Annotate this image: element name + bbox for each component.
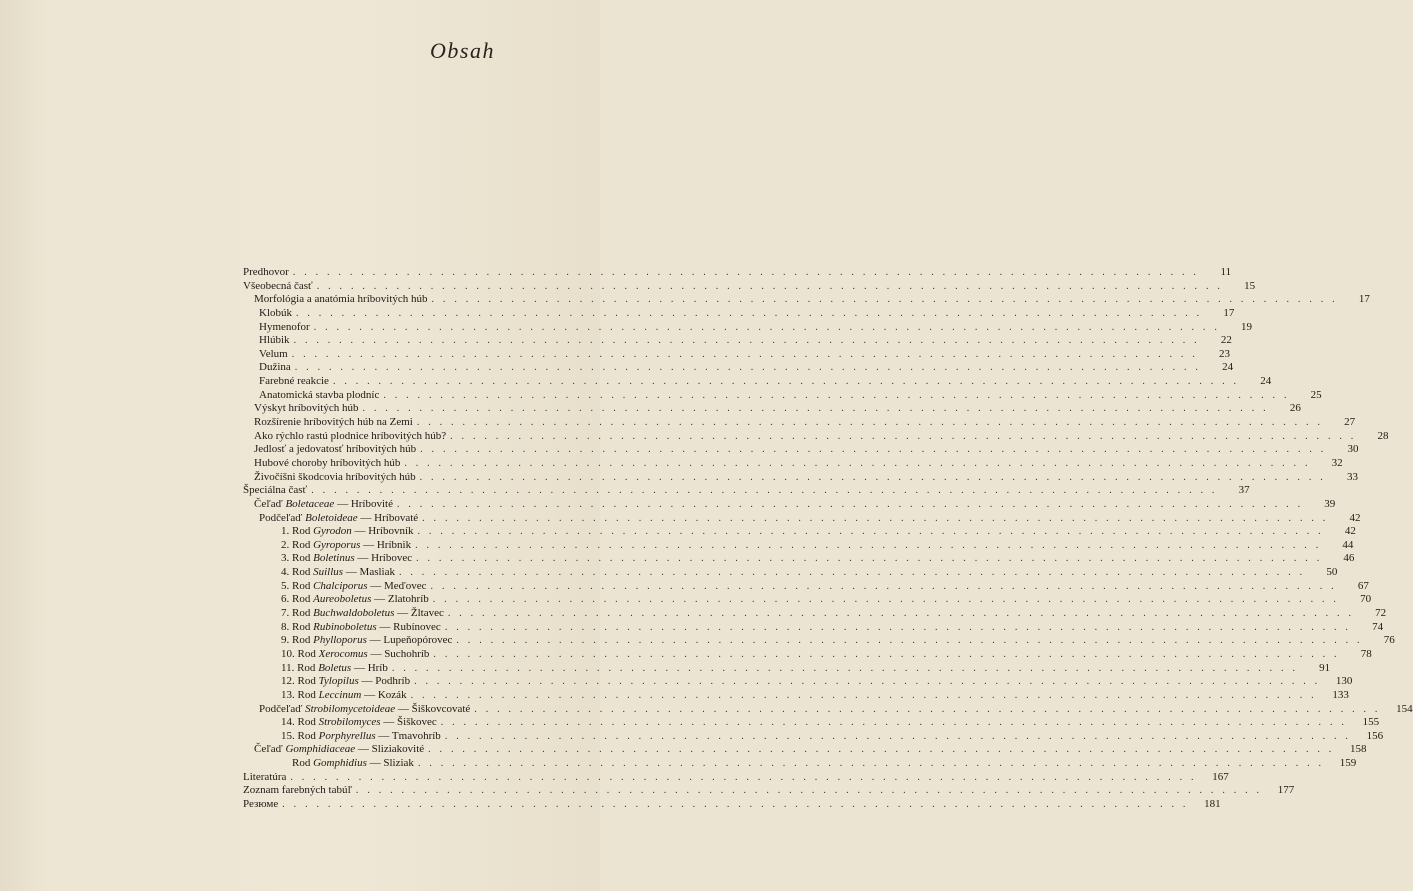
- title-part: 11. Rod: [281, 661, 319, 674]
- dot-leader: . . . . . . . . . . . . . . . . . . . . . . . . . . . . . . . . . . . . . . . . . . . . . . . . . . . . . . . . . . . . . . . . . . . . . . . . . . . . . . . .: [456, 635, 1363, 647]
- toc-entry-title: [281, 662, 388, 676]
- dot-leader: . . . . . . . . . . . . . . . . . . . . . . . . . . . . . . . . . . . . . . . . . . . . . . . . . . . . . . . . . . . . . . . . . . . . . . . . . . . . . . . .: [474, 703, 1381, 715]
- dot-leader: . . . . . . . . . . . . . . . . . . . . . . . . . . . . . . . . . . . . . . . . . . . . . . . . . . . . . . . . . . . . . . . . . . . . . . . . . . . . . . . .: [432, 594, 1340, 606]
- dot-leader: . . . . . . . . . . . . . . . . . . . . . . . . . . . . . . . . . . . . . . . . . . . . . . . . . . . . . . . . . . . . . . . . . . . . . . . . . . . . . . . .: [294, 362, 1202, 374]
- dot-leader: . . . . . . . . . . . . . . . . . . . . . . . . . . . . . . . . . . . . . . . . . . . . . . . . . . . . . . . . . . . . . . . . . . . . . . . . . . . . . . . .: [383, 389, 1290, 401]
- toc-entry-title: [254, 443, 416, 457]
- title-part: — Lupeňopórovec: [366, 634, 453, 647]
- title-part: 6. Rod: [281, 593, 314, 606]
- dot-leader: . . . . . . . . . . . . . . . . . . . . . . . . . . . . . . . . . . . . . . . . . . . . . . . . . . . . . . . . . . . . . . . . . . . . . . . . . . . . . . . .: [311, 485, 1218, 497]
- toc-entry-title: [259, 334, 290, 348]
- toc-page-number: 177: [1277, 784, 1295, 797]
- title-part: — Meďovec: [367, 579, 427, 592]
- dot-leader: . . . . . . . . . . . . . . . . . . . . . . . . . . . . . . . . . . . . . . . . . . . . . . . . . . . . . . . . . . . . . . . . . . . . . . . . . . . . . . . .: [396, 498, 1304, 510]
- title-part: Špeciálna časť: [243, 484, 308, 497]
- dot-leader: . . . . . . . . . . . . . . . . . . . . . . . . . . . . . . . . . . . . . . . . . . . . . . . . . . . . . . . . . . . . . . . . . . . . . . . . . . . . . . . .: [416, 553, 1323, 565]
- title-part: 3. Rod: [281, 552, 314, 565]
- dot-leader: . . . . . . . . . . . . . . . . . . . . . . . . . . . . . . . . . . . . . . . . . . . . . . . . . . . . . . . . . . . . . . . . . . . . . . . . . . . . . . . .: [444, 621, 1352, 633]
- title-part: Podčeľaď: [259, 511, 306, 524]
- toc-page-number: 167: [1212, 770, 1229, 783]
- dot-leader: . . . . . . . . . . . . . . . . . . . . . . . . . . . . . . . . . . . . . . . . . . . . . . . . . . . . . . . . . . . . . . . . . . . . . . . . . . . . . . . .: [292, 267, 1200, 278]
- toc-entry: [243, 538, 1354, 553]
- latin-name: Boletinus: [313, 552, 355, 565]
- toc-entry-title: [281, 621, 441, 635]
- title-part: Hlúbik: [259, 334, 290, 347]
- toc-entry: [243, 675, 1353, 689]
- toc-entry: [243, 784, 1295, 798]
- toc-entry: [243, 416, 1356, 430]
- toc-page-number: 50: [1326, 566, 1338, 579]
- title-part: 4. Rod: [281, 566, 314, 579]
- toc-entry: [243, 388, 1322, 403]
- toc-entry: [243, 620, 1384, 635]
- title-part: 8. Rod: [281, 620, 314, 633]
- toc-page-number: 33: [1346, 470, 1358, 483]
- toc-entry: [243, 279, 1256, 294]
- title-part: — Šiškovec: [380, 716, 437, 729]
- title-part: Jedlosť a jedovatosť hríbovitých húb: [254, 443, 417, 456]
- dot-leader: . . . . . . . . . . . . . . . . . . . . . . . . . . . . . . . . . . . . . . . . . . . . . . . . . . . . . . . . . . . . . . . . . . . . . . . . . . . . . . . .: [447, 608, 1355, 620]
- title-part: — Hríbovník: [351, 525, 414, 538]
- toc-entry: [243, 443, 1359, 457]
- dot-leader: . . . . . . . . . . . . . . . . . . . . . . . . . . . . . . . . . . . . . . . . . . . . . . . . . . . . . . . . . . . . . . . . . . . . . . . . . . . . . . . .: [450, 430, 1357, 442]
- title-part: — Suchohríb: [367, 647, 430, 660]
- toc-entry: [243, 375, 1272, 389]
- title-part: — Hríb: [351, 661, 388, 674]
- title-part: 7. Rod: [281, 607, 314, 620]
- title-part: Predhovor: [243, 266, 289, 278]
- title-part: — Hríbnik: [360, 538, 412, 551]
- toc-entry: [243, 470, 1358, 485]
- dot-leader: . . . . . . . . . . . . . . . . . . . . . . . . . . . . . . . . . . . . . . . . . . . . . . . . . . . . . . . . . . . . . . . . . . . . . . . . . . . . . . . .: [355, 785, 1263, 797]
- dot-leader: . . . . . . . . . . . . . . . . . . . . . . . . . . . . . . . . . . . . . . . . . . . . . . . . . . . . . . . . . . . . . . . . . . . . . . . . . . . . . . . .: [440, 717, 1348, 729]
- title-part: Všeobecná časť: [243, 279, 313, 292]
- latin-name: Boletaceae: [285, 497, 335, 510]
- latin-name: Leccinum: [318, 688, 362, 701]
- title-part: 12. Rod: [281, 675, 319, 688]
- toc-page-number: 76: [1383, 634, 1395, 647]
- toc-entry: [243, 511, 1361, 526]
- latin-name: Gyrodon: [313, 525, 352, 538]
- dot-leader: . . . . . . . . . . . . . . . . . . . . . . . . . . . . . . . . . . . . . . . . . . . . . . . . . . . . . . . . . . . . . . . . . . . . . . . . . . . . . . . .: [399, 567, 1306, 579]
- toc-entry: [243, 347, 1231, 362]
- title-part: 13. Rod: [281, 688, 319, 701]
- toc-page-number: 39: [1324, 497, 1336, 510]
- latin-name: Porphyrellus: [318, 729, 376, 742]
- latin-name: Strobilomyces: [318, 716, 381, 729]
- title-part: 1. Rod: [281, 525, 314, 538]
- toc-page-number: 42: [1344, 525, 1356, 538]
- toc-entry-title: [259, 307, 292, 321]
- toc-entry-title: [281, 525, 414, 539]
- title-part: — Zlatohríb: [371, 593, 429, 606]
- toc-entry-title: [259, 348, 288, 362]
- toc-entry-title: [243, 771, 286, 785]
- toc-entry: [243, 429, 1389, 444]
- dot-leader: . . . . . . . . . . . . . . . . . . . . . . . . . . . . . . . . . . . . . . . . . . . . . . . . . . . . . . . . . . . . . . . . . . . . . . . . . . . . . . . .: [293, 335, 1200, 347]
- toc-page-number: 24: [1260, 375, 1272, 388]
- dot-leader: . . . . . . . . . . . . . . . . . . . . . . . . . . . . . . . . . . . . . . . . . . . . . . . . . . . . . . . . . . . . . . . . . . . . . . . . . . . . . . . .: [414, 676, 1321, 688]
- toc-page-number: 37: [1238, 484, 1250, 497]
- toc-page-number: 26: [1289, 402, 1301, 415]
- toc-entry-title: [254, 471, 416, 485]
- toc-entry: [243, 266, 1232, 280]
- title-part: — Sliziak: [366, 757, 414, 770]
- toc-page-number: 67: [1357, 579, 1369, 592]
- latin-name: Xerocomus: [318, 647, 368, 660]
- toc-entry: [243, 716, 1380, 730]
- toc-page-number: 17: [1223, 306, 1235, 319]
- toc-entry: [243, 320, 1253, 335]
- title-part: Velum: [259, 347, 288, 360]
- title-part: Резюме: [243, 797, 279, 810]
- toc-entry-title: [254, 457, 400, 471]
- toc-page-number: 158: [1349, 743, 1367, 756]
- toc-entry-title: [259, 375, 329, 389]
- toc-page-number: 130: [1335, 675, 1353, 688]
- toc-page-number: 19: [1241, 320, 1253, 333]
- toc-page-number: 44: [1342, 538, 1354, 551]
- page-title: Obsah: [430, 38, 495, 63]
- dot-leader: . . . . . . . . . . . . . . . . . . . . . . . . . . . . . . . . . . . . . . . . . . . . . . . . . . . . . . . . . . . . . . . . . . . . . . . . . . . . . . . .: [290, 771, 1197, 783]
- toc-entry: [243, 729, 1384, 744]
- toc-page-number: 155: [1362, 716, 1380, 729]
- dot-leader: . . . . . . . . . . . . . . . . . . . . . . . . . . . . . . . . . . . . . . . . . . . . . . . . . . . . . . . . . . . . . . . . . . . . . . . . . . . . . . . .: [282, 798, 1189, 810]
- toc-page-number: 17: [1358, 293, 1370, 306]
- toc-entry-title: [259, 361, 291, 375]
- toc-page-number: 156: [1366, 729, 1384, 742]
- title-part: Zoznam farebných tabúľ: [243, 784, 352, 797]
- toc-entry: [243, 579, 1369, 594]
- latin-name: Chalciporus: [313, 579, 368, 592]
- title-part: — Žltavec: [394, 607, 444, 620]
- toc-page-number: 78: [1360, 647, 1372, 660]
- title-part: — Tmavohríb: [375, 729, 441, 742]
- toc-page-number: 70: [1360, 593, 1372, 606]
- title-part: 15. Rod: [281, 729, 319, 742]
- title-part: Anatomická stavba plodníc: [259, 388, 380, 401]
- title-part: Hymenofor: [259, 320, 310, 333]
- toc-entry: [243, 566, 1338, 580]
- toc-entry-title: [281, 675, 410, 689]
- title-part: — Hríbovec: [354, 552, 413, 565]
- dot-leader: . . . . . . . . . . . . . . . . . . . . . . . . . . . . . . . . . . . . . . . . . . . . . . . . . . . . . . . . . . . . . . . . . . . . . . . . . . . . . . . .: [430, 580, 1337, 592]
- toc-entry-title: [281, 566, 395, 580]
- title-part: 2. Rod: [281, 538, 314, 551]
- toc-entry-title: [259, 512, 418, 526]
- title-part: — Masliak: [343, 566, 395, 579]
- dot-leader: . . . . . . . . . . . . . . . . . . . . . . . . . . . . . . . . . . . . . . . . . . . . . . . . . . . . . . . . . . . . . . . . . . . . . . . . . . . . . . . .: [422, 512, 1329, 524]
- title-part: Živočíšni škodcovia hríbovitých húb: [254, 470, 416, 483]
- title-part: — Hríbovité: [334, 497, 393, 510]
- latin-name: Tylopilus: [318, 675, 359, 688]
- dot-leader: . . . . . . . . . . . . . . . . . . . . . . . . . . . . . . . . . . . . . . . . . . . . . . . . . . . . . . . . . . . . . . . . . . . . . . . . . . . . . . . .: [391, 662, 1299, 674]
- toc-entry-title: [281, 539, 411, 553]
- toc-page-number: 72: [1375, 607, 1387, 620]
- toc-entry: [243, 497, 1336, 512]
- toc-entry: [243, 757, 1357, 771]
- dot-leader: . . . . . . . . . . . . . . . . . . . . . . . . . . . . . . . . . . . . . . . . . . . . . . . . . . . . . . . . . . . . . . . . . . . . . . . . . . . . . . . .: [332, 376, 1240, 388]
- dot-leader: . . . . . . . . . . . . . . . . . . . . . . . . . . . . . . . . . . . . . . . . . . . . . . . . . . . . . . . . . . . . . . . . . . . . . . . . . . . . . . . .: [410, 689, 1317, 701]
- toc-entry-title: [281, 593, 429, 607]
- latin-name: Suillus: [313, 566, 344, 579]
- title-part: — Hríbovaté: [357, 511, 419, 524]
- title-part: Podčeľaď: [259, 702, 306, 715]
- title-part: Rod: [292, 757, 314, 770]
- title-part: — Sliziakovité: [355, 743, 425, 756]
- title-part: Čeľaď: [254, 497, 286, 510]
- latin-name: Gyroporus: [313, 538, 361, 551]
- toc-entry-title: [243, 784, 352, 798]
- dot-leader: . . . . . . . . . . . . . . . . . . . . . . . . . . . . . . . . . . . . . . . . . . . . . . . . . . . . . . . . . . . . . . . . . . . . . . . . . . . . . . . .: [419, 471, 1326, 483]
- toc-page-number: 46: [1343, 552, 1355, 565]
- dot-leader: . . . . . . . . . . . . . . . . . . . . . . . . . . . . . . . . . . . . . . . . . . . . . . . . . . . . . . . . . . . . . . . . . . . . . . . . . . . . . . . .: [313, 321, 1221, 333]
- toc-entry: [243, 593, 1372, 607]
- toc-entry: [243, 661, 1331, 676]
- title-part: Farebné reakcie: [259, 375, 329, 388]
- toc-entry: [243, 797, 1221, 812]
- toc-page-number: 42: [1349, 511, 1361, 524]
- toc-entry: [243, 688, 1349, 703]
- toc-entry: [243, 607, 1387, 621]
- toc-entry: [243, 361, 1234, 375]
- toc-page-number: 11: [1220, 266, 1232, 278]
- toc-entry: [243, 552, 1355, 566]
- toc-entry-title: [254, 293, 428, 307]
- dot-leader: . . . . . . . . . . . . . . . . . . . . . . . . . . . . . . . . . . . . . . . . . . . . . . . . . . . . . . . . . . . . . . . . . . . . . . . . . . . . . . . .: [404, 457, 1311, 469]
- title-part: Čeľaď: [254, 743, 286, 756]
- toc-entry-title: [259, 703, 470, 717]
- dot-leader: . . . . . . . . . . . . . . . . . . . . . . . . . . . . . . . . . . . . . . . . . . . . . . . . . . . . . . . . . . . . . . . . . . . . . . . . . . . . . . . .: [415, 539, 1322, 551]
- toc-page-number: 159: [1339, 757, 1357, 770]
- toc-entry-title: [281, 607, 444, 621]
- toc-entry: [243, 306, 1235, 321]
- title-part: Rozšírenie hríbovitých húb na Zemi: [254, 416, 413, 429]
- latin-name: Aureoboletus: [313, 593, 372, 606]
- dot-leader: . . . . . . . . . . . . . . . . . . . . . . . . . . . . . . . . . . . . . . . . . . . . . . . . . . . . . . . . . . . . . . . . . . . . . . . . . . . . . . . .: [444, 730, 1352, 742]
- latin-name: Buchwaldoboletus: [313, 607, 395, 620]
- title-part: 14. Rod: [281, 716, 319, 729]
- dot-leader: . . . . . . . . . . . . . . . . . . . . . . . . . . . . . . . . . . . . . . . . . . . . . . . . . . . . . . . . . . . . . . . . . . . . . . . . . . . . . . . .: [417, 526, 1324, 538]
- toc-entry: [243, 702, 1413, 717]
- toc-entry-title: [281, 689, 407, 703]
- title-part: — Šiškovcovaté: [395, 702, 471, 715]
- toc-entry: [243, 402, 1301, 416]
- toc-entry-title: [243, 280, 313, 294]
- dot-leader: . . . . . . . . . . . . . . . . . . . . . . . . . . . . . . . . . . . . . . . . . . . . . . . . . . . . . . . . . . . . . . . . . . . . . . . . . . . . . . . .: [296, 307, 1203, 319]
- toc-entry-title: [292, 757, 414, 771]
- title-part: 9. Rod: [281, 634, 314, 647]
- toc-page-number: 154: [1396, 702, 1413, 715]
- toc-entry: [243, 743, 1367, 757]
- dot-leader: . . . . . . . . . . . . . . . . . . . . . . . . . . . . . . . . . . . . . . . . . . . . . . . . . . . . . . . . . . . . . . . . . . . . . . . . . . . . . . . .: [428, 744, 1335, 756]
- toc-page-number: 25: [1310, 388, 1322, 401]
- dot-leader: . . . . . . . . . . . . . . . . . . . . . . . . . . . . . . . . . . . . . . . . . . . . . . . . . . . . . . . . . . . . . . . . . . . . . . . . . . . . . . . .: [420, 444, 1327, 456]
- toc-entry: [243, 334, 1232, 348]
- latin-name: Rubinoboletus: [313, 620, 377, 633]
- toc-page-number: 24: [1222, 361, 1234, 374]
- toc-entry-title: [281, 552, 412, 566]
- toc-entry-title: [281, 716, 437, 730]
- title-part: — Podhríb: [358, 675, 411, 688]
- toc-entry-title: [281, 730, 441, 744]
- title-part: — Rubínovec: [376, 620, 441, 633]
- toc-entry-title: [281, 648, 429, 662]
- toc-entry-title: [243, 266, 289, 280]
- toc-entry-title: [259, 321, 310, 335]
- toc-page-number: 15: [1244, 279, 1256, 292]
- toc-entry-title: [254, 402, 359, 416]
- toc-page-number: 181: [1204, 797, 1221, 810]
- toc-entry-title: [254, 430, 446, 444]
- toc-entry-title: [254, 498, 393, 512]
- toc-entry-title: [259, 389, 379, 403]
- title-part: Výskyt hríbovitých húb: [254, 402, 359, 415]
- title-part: — Kozák: [361, 688, 407, 701]
- toc-entry-title: [254, 416, 413, 430]
- dot-leader: . . . . . . . . . . . . . . . . . . . . . . . . . . . . . . . . . . . . . . . . . . . . . . . . . . . . . . . . . . . . . . . . . . . . . . . . . . . . . . . .: [316, 280, 1224, 292]
- toc-page-number: 22: [1220, 334, 1232, 347]
- toc-page-number: 32: [1331, 456, 1343, 469]
- title-part: Klobúk: [259, 306, 292, 319]
- title-part: Literatúra: [243, 770, 287, 783]
- toc-page-number: 91: [1319, 661, 1331, 674]
- title-part: Dužina: [259, 361, 291, 374]
- title-part: Ako rýchlo rastú plodnice hríbovitých húb?: [254, 429, 447, 442]
- toc-entry: [243, 634, 1395, 648]
- toc-entry-title: [254, 743, 424, 757]
- table-of-contents: [243, 266, 1413, 812]
- title-part: Hubové choroby hríbovitých húb: [254, 456, 401, 469]
- dot-leader: . . . . . . . . . . . . . . . . . . . . . . . . . . . . . . . . . . . . . . . . . . . . . . . . . . . . . . . . . . . . . . . . . . . . . . . . . . . . . . . .: [362, 403, 1269, 415]
- toc-entry-title: [243, 798, 278, 812]
- toc-entry: [243, 456, 1343, 471]
- latin-name: Phylloporus: [313, 634, 367, 647]
- toc-entry: [243, 770, 1229, 785]
- toc-page-number: 28: [1377, 429, 1389, 442]
- toc-entry-title: [281, 580, 427, 594]
- latin-name: Gomphidius: [313, 757, 367, 770]
- dot-leader: . . . . . . . . . . . . . . . . . . . . . . . . . . . . . . . . . . . . . . . . . . . . . . . . . . . . . . . . . . . . . . . . . . . . . . . . . . . . . . . .: [431, 294, 1338, 306]
- dot-leader: . . . . . . . . . . . . . . . . . . . . . . . . . . . . . . . . . . . . . . . . . . . . . . . . . . . . . . . . . . . . . . . . . . . . . . . . . . . . . . . .: [416, 417, 1324, 429]
- dot-leader: . . . . . . . . . . . . . . . . . . . . . . . . . . . . . . . . . . . . . . . . . . . . . . . . . . . . . . . . . . . . . . . . . . . . . . . . . . . . . . . .: [417, 758, 1325, 770]
- toc-page-number: 74: [1372, 620, 1384, 633]
- toc-page-number: 23: [1219, 347, 1231, 360]
- toc-entry-title: [281, 634, 452, 648]
- toc-page-number: 27: [1344, 416, 1356, 429]
- title-part: 10. Rod: [281, 647, 319, 660]
- toc-entry: [243, 484, 1250, 498]
- dot-leader: . . . . . . . . . . . . . . . . . . . . . . . . . . . . . . . . . . . . . . . . . . . . . . . . . . . . . . . . . . . . . . . . . . . . . . . . . . . . . . . .: [291, 348, 1199, 360]
- title-part: 5. Rod: [281, 579, 314, 592]
- toc-page-number: 30: [1347, 443, 1359, 456]
- toc-entry: [243, 647, 1372, 662]
- toc-entry: [243, 293, 1370, 307]
- latin-name: Strobilomycetoideae: [305, 702, 396, 715]
- latin-name: Gomphidiaceae: [285, 743, 356, 756]
- toc-entry: [243, 525, 1356, 539]
- toc-page-number: 133: [1332, 688, 1349, 701]
- title-part: Morfológia a anatómia hríbovitých húb: [254, 293, 428, 306]
- toc-entry-title: [243, 484, 307, 498]
- latin-name: Boletoideae: [305, 511, 358, 524]
- dot-leader: . . . . . . . . . . . . . . . . . . . . . . . . . . . . . . . . . . . . . . . . . . . . . . . . . . . . . . . . . . . . . . . . . . . . . . . . . . . . . . . .: [433, 648, 1340, 660]
- latin-name: Boletus: [318, 661, 352, 674]
